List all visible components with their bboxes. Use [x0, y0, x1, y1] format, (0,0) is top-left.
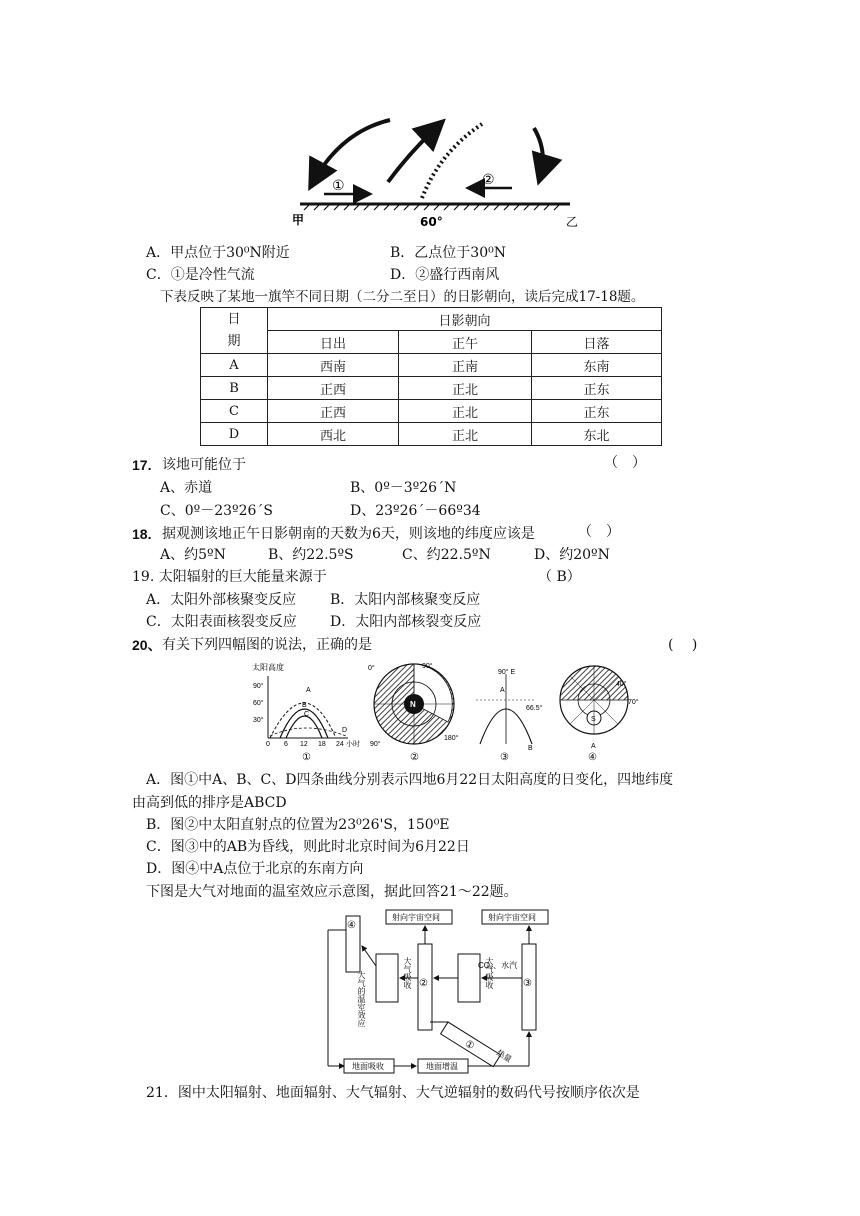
node-2: ②	[419, 978, 428, 989]
q20-stem: 有关下列四幅图的说法，正确的是	[162, 637, 372, 653]
fig3-label: 66.5°	[526, 705, 543, 712]
fig3-label: 90° E	[498, 669, 516, 676]
fig2-label: 90°	[422, 663, 433, 670]
fig4-label: 70°	[628, 699, 639, 706]
fig1-xtick: 0	[266, 741, 270, 748]
fig1-xtick: 6	[284, 741, 288, 748]
fig3-caption: ③	[500, 752, 509, 763]
column-header: 日出	[268, 331, 399, 354]
q20-option-b: B．图②中太阳直射点的位置为23⁰26'S，150⁰E	[146, 817, 450, 833]
fig1-curve-c: C	[304, 711, 310, 718]
fig4-label: S	[591, 716, 596, 723]
q20-figure-3-terminator	[466, 660, 554, 764]
fig2-label: 90°	[370, 741, 381, 748]
fig1-ytick: 60°	[253, 700, 264, 707]
q18-option-b: B、约22.5ºS	[268, 547, 354, 563]
fig1-curve-a: A	[306, 687, 311, 694]
box-space-2: 射向宇宙空间	[488, 913, 536, 922]
q17-number: 17.	[132, 457, 152, 473]
heat-label: 热量	[494, 1048, 514, 1065]
wind-circulation-figure	[290, 112, 590, 232]
fig2-label: N	[410, 700, 416, 709]
node-4: ④	[347, 920, 356, 931]
table-row: C 正西 正北 正东	[201, 400, 662, 423]
table-row: A 西南 正南 东南	[201, 354, 662, 377]
q18-option-d: D、约20ºN	[534, 547, 610, 563]
q20-option-a-line2: 由高到低的排序是ABCD	[132, 795, 287, 811]
q17-option-c: C、0º－23º26´S	[160, 503, 274, 519]
gases-label: CO₂、水汽	[478, 961, 518, 970]
q16-option-c: C．①是冷性气流	[146, 267, 255, 283]
q18-number: 18.	[132, 526, 152, 542]
fig1-ytick: 90°	[253, 683, 264, 690]
fig2-caption: ②	[410, 752, 419, 763]
q19-answer: （ B）	[538, 569, 581, 585]
fig2-label: 0°	[368, 665, 375, 672]
fig1-xtick: 18	[318, 741, 326, 748]
node-1: ①	[462, 1038, 477, 1053]
node-3: ③	[523, 978, 532, 989]
q20-figure-1-sun-altitude	[250, 660, 360, 764]
q16-option-a: A．甲点位于30⁰N附近	[146, 245, 290, 261]
fig4-label: 40°	[616, 681, 627, 688]
fig4-label: A	[591, 743, 596, 750]
q17-answer-paren: （ ）	[604, 455, 646, 471]
greenhouse-effect-diagram	[300, 906, 570, 1076]
lat60-label: 60°	[420, 215, 443, 229]
absorb-2: 大气吸收	[462, 957, 494, 966]
fig1-y-label: 太阳高度	[252, 663, 284, 672]
ground-warm-box: 地面增温	[426, 1062, 458, 1071]
q17-option-d: D、23º26´－66º34	[350, 503, 481, 519]
fig1-xtick: 12	[300, 741, 308, 748]
table-row: D 西北 正北 东北	[201, 423, 662, 446]
q20-option-c: C．图③中的AB为昏线，则此时北京时间为6月22日	[146, 839, 470, 855]
q17-option-a: A、赤道	[160, 480, 213, 496]
q19-stem: 19. 太阳辐射的巨大能量来源于	[132, 569, 327, 585]
fig1-curve-d: D	[342, 727, 348, 734]
fig3-label: B	[528, 745, 533, 752]
fig1-x-unit: 小时	[346, 741, 360, 748]
arrow2-label: ②	[482, 172, 495, 188]
column-header: 日落	[532, 331, 662, 354]
q18-option-c: C、约22.5ºN	[402, 547, 491, 563]
q16-option-d: D．②盛行西南风	[390, 267, 500, 283]
column-header: 正午	[399, 331, 532, 354]
fig2-label: 180°	[444, 735, 459, 742]
ground-absorb-box: 地面吸收	[352, 1062, 384, 1071]
greenhouse-intro: 下图是大气对地面的温室效应示意图，据此回答21～22题。	[146, 884, 518, 900]
arrow1-label: ①	[332, 178, 345, 194]
q20-number: 20、	[132, 637, 162, 653]
shadow-direction-table	[200, 307, 662, 446]
q18-stem: 据观测该地正午日影朝南的天数为6天，则该地的纬度应该是	[162, 526, 535, 542]
q20-figure-4-globe	[550, 660, 650, 764]
q20-option-a-line1: A．图①中A、B、C、D四条曲线分别表示四地6月22日太阳高度的日变化，四地纬度	[146, 772, 674, 788]
q21-stem: 21．图中太阳辐射、地面辐射、大气辐射、大气逆辐射的数码代号按顺序依次是	[146, 1085, 640, 1101]
fig1-caption: ①	[302, 752, 311, 763]
fig1-xtick: 24	[336, 741, 344, 748]
q18-option-a: A、约5ºN	[160, 547, 226, 563]
q19-option-c: C．太阳表面核裂变反应	[146, 614, 297, 630]
absorb-1: 大气吸收	[380, 957, 412, 966]
fig3-label: A	[500, 687, 505, 694]
box-space-1: 射向宇宙空间	[392, 913, 440, 922]
fig4-caption: ④	[588, 752, 597, 763]
table-row: B 正西 正北 正东	[201, 377, 662, 400]
date-header: 日 期	[201, 308, 268, 354]
q17-stem: 该地可能位于	[162, 457, 246, 473]
point-jia-label: 甲	[292, 213, 305, 227]
q20-answer-paren: ( )	[668, 637, 698, 653]
q19-option-b: B．太阳内部核聚变反应	[330, 592, 481, 608]
side-label: 大气的温室效应	[310, 971, 366, 980]
q17-option-b: B、0º－3º26´N	[350, 480, 457, 496]
table-intro: 下表反映了某地一旗竿不同日期（二分二至日）的日影朝向，读后完成17-18题。	[160, 289, 645, 305]
fig1-ytick: 30°	[253, 717, 264, 724]
q19-option-d: D．太阳内部核裂变反应	[330, 614, 482, 630]
q20-figure-2-globe	[366, 660, 464, 764]
fig1-curve-b: B	[302, 702, 307, 709]
q16-option-b: B．乙点位于30⁰N	[390, 245, 506, 261]
point-yi-label: 乙	[566, 215, 579, 229]
q20-option-d: D．图④中A点位于北京的东南方向	[146, 861, 364, 877]
q19-option-a: A．太阳外部核聚变反应	[146, 592, 297, 608]
q18-answer-paren: （ ）	[578, 524, 620, 540]
shadow-direction-header: 日影朝向	[268, 308, 662, 331]
